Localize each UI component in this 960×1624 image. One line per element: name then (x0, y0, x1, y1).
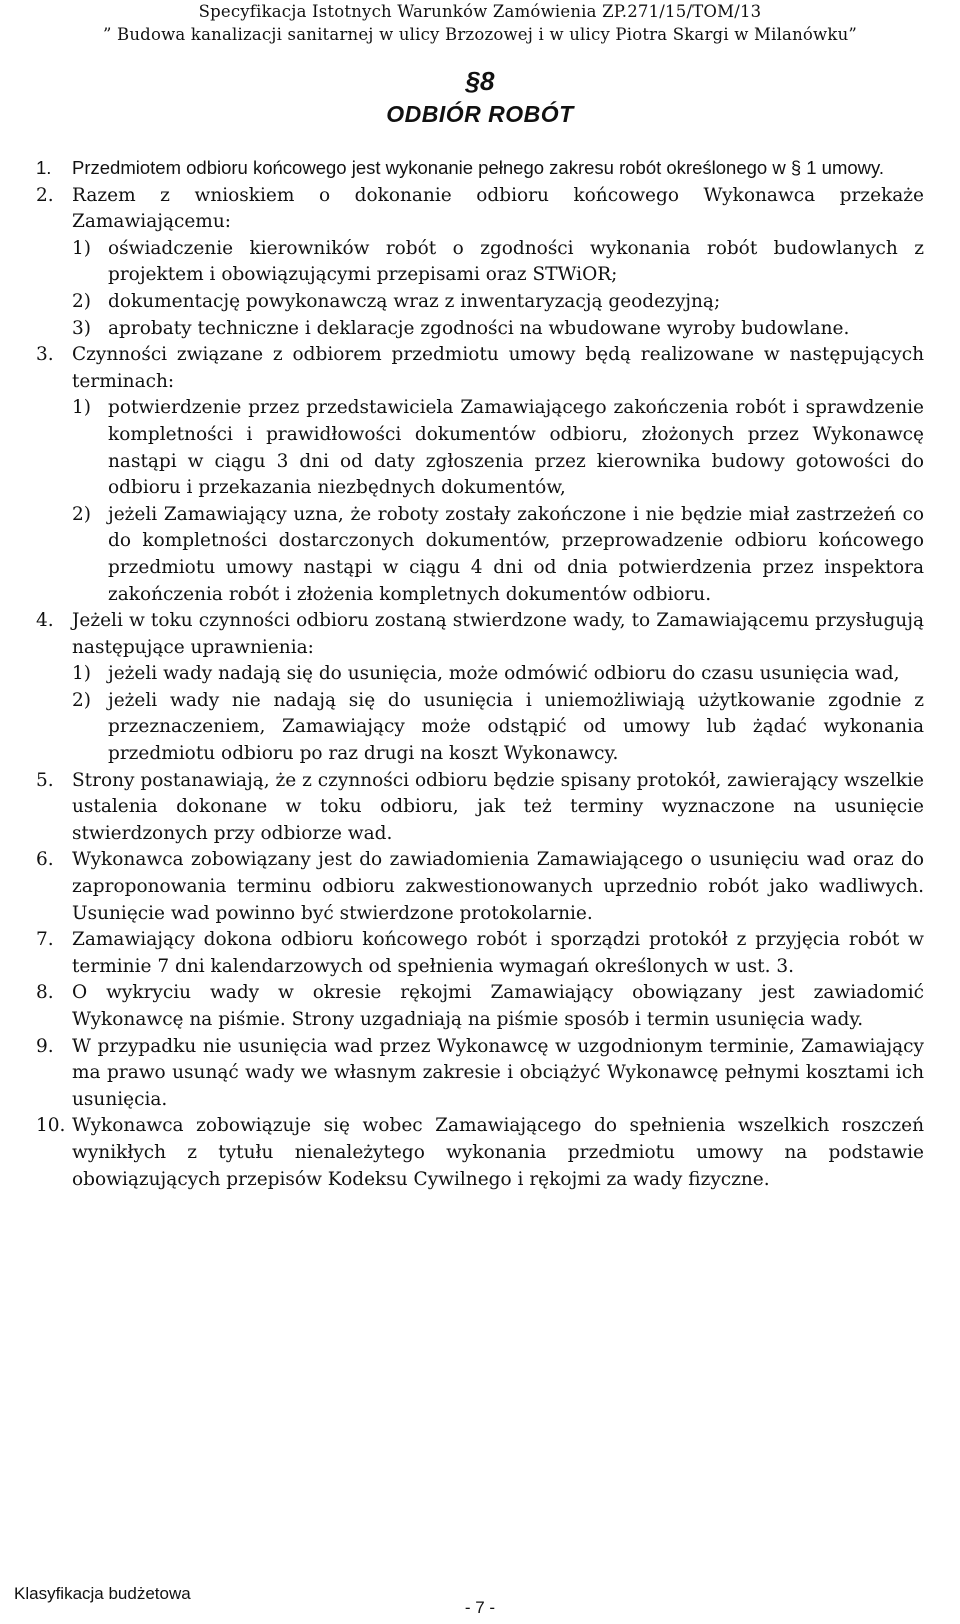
section-number: §8 (465, 66, 495, 96)
sub-list-item-number: 2) (72, 689, 91, 711)
list-item-number: 4. (36, 610, 54, 632)
list-item-number: 7. (36, 929, 54, 951)
sub-list-item-number: 1) (72, 237, 91, 259)
footer-budget-classification: Klasyfikacja budżetowa (14, 1584, 191, 1603)
list-item (36, 155, 924, 183)
sub-list-item-number: 2) (72, 503, 91, 525)
sub-list-item-text: jeżeli wady nie nadają się do usunięcia i uniemożliwiają użytkowanie zgodnie z przeznaczeniem, Zamawiający może odstąpić od umowy lub żądać wykonania przedmiotu odbioru po raz drugi na koszt Wykonawcy. (108, 689, 924, 765)
list-item (36, 608, 924, 661)
list-item (36, 342, 924, 395)
list-item-number: 2. (36, 184, 54, 206)
sub-list-item-number: 2) (72, 290, 91, 312)
sub-list-item (36, 316, 924, 343)
list-item-text: W przypadku nie usunięcia wad przez Wykonawcę w uzgodnionym terminie, Zamawiający ma prawo usunąć wady we własnym zakresie i obciążyć Wykonawcę pełnymi kosztami ich usunięcia. (72, 1035, 924, 1110)
sub-list-item (36, 688, 924, 768)
list-item-number: 9. (36, 1035, 54, 1057)
list-item-text: Wykonawca zobowiązuje się wobec Zamawiającego do spełnienia wszelkich roszczeń wynikłych z tytułu nienależytego wykonania przedmiotu umowy na podstawie obowiązujących przepisów Kodeksu Cywilnego i rękojmi za wady fizyczne. (72, 1115, 924, 1190)
list-item-text: Czynności związane z odbiorem przedmiotu umowy będą realizowane w następujących terminach: (72, 344, 924, 392)
list-item (36, 768, 924, 848)
list-item-text: Jeżeli w toku czynności odbioru zostaną stwierdzone wady, to Zamawiającemu przysługują następujące uprawnienia: (72, 610, 924, 658)
document-header (0, 0, 960, 46)
section-title: ODBIÓR ROBÓT (386, 101, 574, 127)
section-content (36, 155, 924, 1193)
page-number: - 7 - (464, 1598, 496, 1617)
list-item (36, 1034, 924, 1114)
list-item (36, 847, 924, 927)
list-item-text: Strony postanawiają, że z czynności odbioru będzie spisany protokół, zawierający wszelkie ustalenia dokonane w toku odbioru, jak też terminy wyznaczone na usunięcie stwierdzonych przy odbiorze wad. (72, 769, 924, 844)
list-item (36, 980, 924, 1033)
list-item (36, 1113, 924, 1193)
list-item-text: Przedmiotem odbioru końcowego jest wykonanie pełnego zakresu robót określonego w § 1 umowy. (72, 157, 885, 178)
sub-list-item (36, 661, 924, 688)
sub-list-item (36, 236, 924, 289)
list-item-text: O wykryciu wady w okresie rękojmi Zamawiający obowiązany jest zawiadomić Wykonawcę na piśmie. Strony uzgadniają na piśmie sposób i termin usunięcia wady. (72, 982, 924, 1030)
list-item-number: 6. (36, 849, 54, 871)
list-item-number: 3. (36, 344, 54, 366)
sub-list-item-number: 1) (72, 397, 91, 419)
sub-list-item-number: 1) (72, 663, 91, 685)
sub-list-item-text: jeżeli wady nadają się do usunięcia, może odmówić odbioru do czasu usunięcia wad, (108, 663, 900, 685)
sub-list-item (36, 502, 924, 608)
list-item (36, 927, 924, 980)
list-item-text: Razem z wnioskiem o dokonanie odbioru końcowego Wykonawca przekaże Zamawiającemu: (72, 184, 924, 233)
list-item-text: Wykonawca zobowiązany jest do zawiadomienia Zamawiającego o usunięciu wad oraz do zaproponowania terminu odbioru zakwestionowanych uprzednio robót jako wadliwych. Usunięcie wad powinno być stwierdzone protokolarnie. (72, 849, 924, 924)
list-item-number: 8. (36, 982, 54, 1004)
sub-list-item-text: dokumentację powykonawczą wraz z inwentaryzacją geodezyjną; (108, 290, 721, 312)
header-project-title: ” Budowa kanalizacji sanitarnej w ulicy Brzozowej i w ulicy Piotra Skargi w Milanówku” (102, 25, 858, 44)
sub-list-item-text: jeżeli Zamawiający uzna, że roboty zostały zakończone i nie będzie miał zastrzeżeń co do kompletności dostarczonych dokumentów, przeprowadzenie odbioru końcowego przedmiotu umowy nastąpi w ciągu 4 dni od dnia potwierdzenia przez inspektora zakończenia robót i złożenia kompletnych dokumentów odbioru. (108, 503, 924, 605)
sub-list-item (36, 289, 924, 316)
sub-list-item (36, 395, 924, 501)
sub-list-item-text: aprobaty techniczne i deklaracje zgodności na wbudowane wyroby budowlane. (108, 317, 850, 339)
sub-list-item-text: oświadczenie kierowników robót o zgodności wykonania robót budowlanych z projektem i obowiązującymi przepisami oraz STWiOR; (108, 237, 924, 286)
sub-list-item-text: potwierdzenie przez przedstawiciela Zamawiającego zakończenia robót i sprawdzenie kompletności i prawidłowości dokumentów odbioru, złożonych przez Wykonawcę nastąpi w ciągu 3 dni od daty zgłoszenia przez kierownika budowy gotowości do odbioru i przekazania niezbędnych dokumentów, (108, 397, 924, 499)
list-item-text: Zamawiający dokona odbioru końcowego robót i sporządzi protokół z przyjęcia robót w terminie 7 dni kalendarzowych od spełnienia wymagań określonych w ust. 3. (72, 929, 924, 977)
list-item-number: 1. (36, 157, 52, 178)
sub-list-item-number: 3) (72, 317, 91, 339)
list-item-number: 5. (36, 769, 54, 791)
list-item (36, 183, 924, 236)
header-spec-title: Specyfikacja Istotnych Warunków Zamówienia ZP.271/15/TOM/13 (198, 2, 762, 21)
list-item-number: 10. (36, 1115, 66, 1137)
